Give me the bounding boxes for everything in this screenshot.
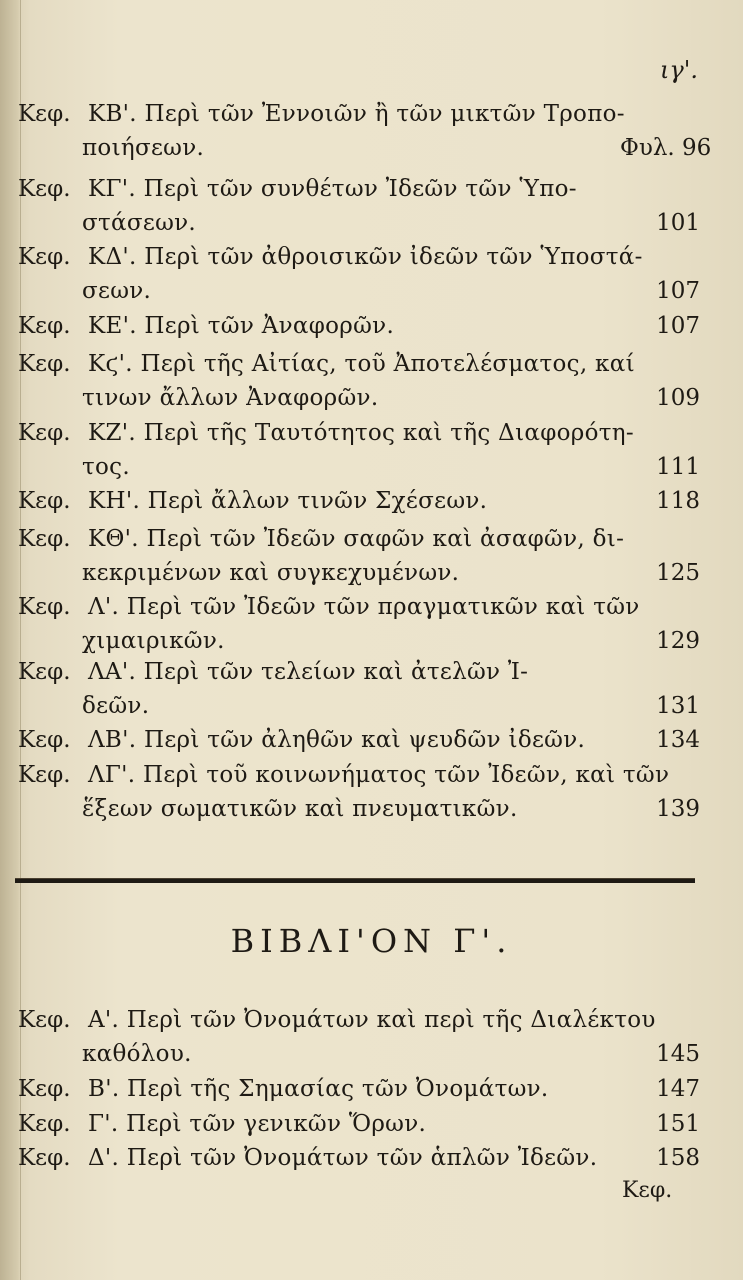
entry-label: Κεφ. bbox=[18, 244, 71, 270]
entry-label: Κεφ. bbox=[18, 351, 71, 377]
entry-title-cont: τος. bbox=[82, 454, 130, 480]
toc-entry bbox=[18, 590, 708, 658]
entry-label: Κεφ. bbox=[18, 762, 71, 788]
entry-page: 111 bbox=[656, 454, 700, 480]
toc-entry bbox=[18, 484, 708, 518]
entry-title: Γ'. Περὶ τῶν γενικῶν Ὅρων. bbox=[88, 1111, 427, 1137]
entry-label: Κεφ. bbox=[18, 101, 71, 127]
toc-entry bbox=[18, 1072, 708, 1106]
entry-label: Κεφ. bbox=[18, 176, 71, 202]
entry-page: 129 bbox=[656, 628, 700, 654]
entry-title: ΛΑ'. Περὶ τῶν τελείων καὶ ἀτελῶν Ἰ- bbox=[88, 659, 529, 685]
entry-title-cont: στάσεων. bbox=[82, 210, 197, 236]
entry-title-cont: ἕξεων σωματικῶν καὶ πνευματικῶν. bbox=[82, 796, 518, 822]
folio-number: ιγ'. bbox=[660, 56, 698, 84]
toc-entry bbox=[18, 172, 708, 240]
toc-entry bbox=[18, 723, 708, 757]
entry-label: Κεφ. bbox=[18, 313, 71, 339]
entry-title: Κϛ'. Περὶ τῆς Αἰτίας, τοῦ Ἀποτελέσματος, καί bbox=[88, 351, 635, 377]
entry-title: Δ'. Περὶ τῶν Ὀνομάτων τῶν ἁπλῶν Ἰδεῶν. bbox=[88, 1145, 598, 1171]
entry-page: 158 bbox=[656, 1145, 700, 1171]
entry-page: 118 bbox=[656, 488, 700, 514]
entry-title-cont: χιμαιρικῶν. bbox=[82, 628, 225, 654]
entry-page: 131 bbox=[656, 693, 700, 719]
toc-entry bbox=[18, 97, 712, 165]
toc-entry bbox=[18, 1141, 708, 1175]
toc-entry bbox=[18, 758, 708, 826]
entry-label: Κεφ. bbox=[18, 659, 71, 685]
section-divider-rule bbox=[15, 878, 695, 883]
book-heading: ΒΙΒΛΙ'ΟΝ Γ'. bbox=[230, 922, 513, 960]
entry-title: ΛΒ'. Περὶ τῶν ἀληθῶν καὶ ψευδῶν ἰδεῶν. bbox=[88, 727, 586, 753]
toc-entry bbox=[18, 1107, 708, 1141]
entry-title-cont: κεκριμένων καὶ συγκεχυμένων. bbox=[82, 560, 460, 586]
entry-page: 109 bbox=[656, 385, 700, 411]
entry-title: ΛΓ'. Περὶ τοῦ κοινωνήματος τῶν Ἰδεῶν, καὶ τῶν bbox=[88, 762, 670, 788]
entry-title: ΚΖ'. Περὶ τῆς Ταυτότητος καὶ τῆς Διαφορότη- bbox=[88, 420, 634, 446]
entry-page: 107 bbox=[656, 313, 700, 339]
entry-label: Κεφ. bbox=[18, 420, 71, 446]
entry-title: ΚΓ'. Περὶ τῶν συνθέτων Ἰδεῶν τῶν Ὑπο- bbox=[88, 176, 577, 202]
entry-label: Κεφ. bbox=[18, 526, 71, 552]
entry-title: ΚΔ'. Περὶ τῶν ἀθροισικῶν ἰδεῶν τῶν Ὑποστά- bbox=[88, 244, 643, 270]
entry-page: 147 bbox=[656, 1076, 700, 1102]
entry-label: Κεφ. bbox=[18, 594, 71, 620]
toc-entry bbox=[18, 347, 708, 415]
entry-title: ΚΘ'. Περὶ τῶν Ἰδεῶν σαφῶν καὶ ἀσαφῶν, δι- bbox=[88, 526, 625, 552]
entry-page: 151 bbox=[656, 1111, 700, 1137]
entry-title-cont: σεων. bbox=[82, 278, 152, 304]
entry-label: Κεφ. bbox=[18, 727, 71, 753]
entry-title-cont: ποιήσεων. bbox=[82, 135, 205, 161]
entry-title: ΚΗ'. Περὶ ἄλλων τινῶν Σχέσεων. bbox=[88, 488, 488, 514]
entry-page: 107 bbox=[656, 278, 700, 304]
entry-label: Κεφ. bbox=[18, 488, 71, 514]
toc-entry bbox=[18, 522, 708, 590]
entry-title: Α'. Περὶ τῶν Ὀνομάτων καὶ περὶ τῆς Διαλέκτου bbox=[88, 1007, 656, 1033]
entry-page: 134 bbox=[656, 727, 700, 753]
entry-label: Κεφ. bbox=[18, 1111, 71, 1137]
toc-entry bbox=[18, 655, 708, 723]
entry-title-cont: τινων ἄλλων Ἀναφορῶν. bbox=[82, 385, 379, 411]
toc-entry bbox=[18, 240, 708, 308]
entry-page: 125 bbox=[656, 560, 700, 586]
entry-page: 139 bbox=[656, 796, 700, 822]
entry-title: ΚΕ'. Περὶ τῶν Ἀναφορῶν. bbox=[88, 313, 395, 339]
entry-label: Κεφ. bbox=[18, 1145, 71, 1171]
entry-page: 101 bbox=[656, 210, 700, 236]
entry-title-cont: καθόλου. bbox=[82, 1041, 192, 1067]
toc-entry bbox=[18, 1003, 708, 1071]
entry-title: Β'. Περὶ τῆς Σημασίας τῶν Ὀνομάτων. bbox=[88, 1076, 549, 1102]
entry-label: Κεφ. bbox=[18, 1076, 71, 1102]
toc-entry bbox=[18, 416, 708, 484]
entry-page: Φυλ. 96 bbox=[620, 135, 712, 161]
toc-entry bbox=[18, 309, 708, 343]
entry-label: Κεφ. bbox=[18, 1007, 71, 1033]
entry-title-cont: δεῶν. bbox=[82, 693, 150, 719]
entry-page: 145 bbox=[656, 1041, 700, 1067]
catchword: Κεφ. bbox=[622, 1178, 673, 1203]
entry-title: Λ'. Περὶ τῶν Ἰδεῶν τῶν πραγματικῶν καὶ τῶν bbox=[88, 594, 640, 620]
entry-title: ΚΒ'. Περὶ τῶν Ἐννοιῶν ἢ τῶν μικτῶν Τροπο- bbox=[88, 101, 625, 127]
